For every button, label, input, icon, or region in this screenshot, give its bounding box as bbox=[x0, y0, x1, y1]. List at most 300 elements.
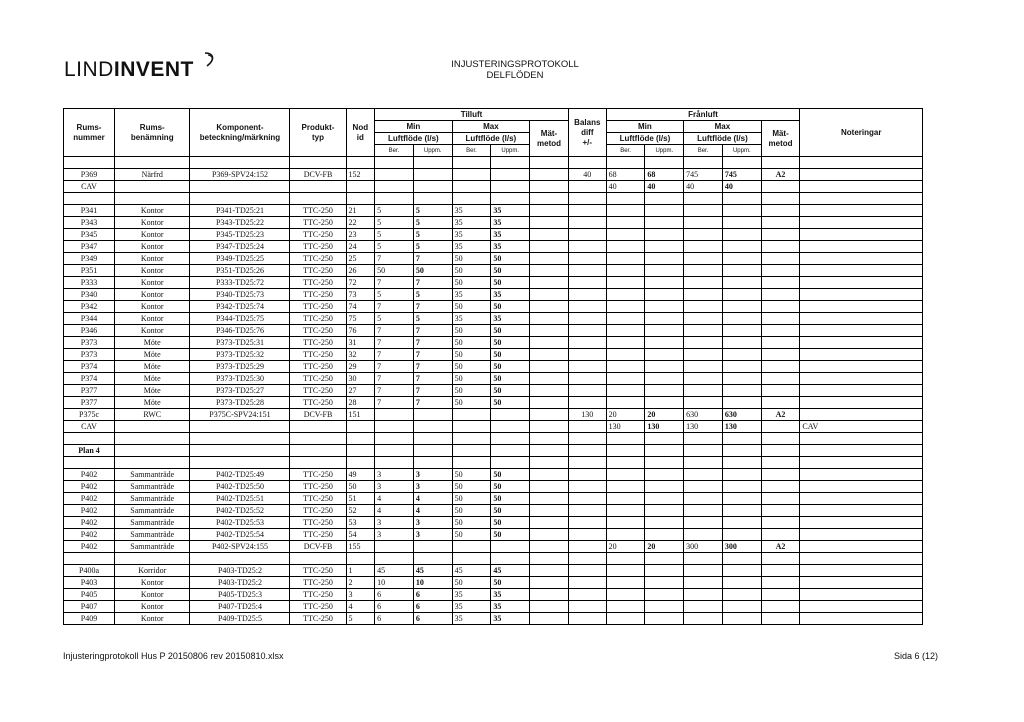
cell-tmaxu: 50 bbox=[491, 373, 530, 385]
cell-ben: Sammanträde bbox=[115, 541, 190, 553]
cell-komp: P369-SPV24:152 bbox=[190, 169, 290, 181]
cell-fmaxu: 745 bbox=[722, 169, 761, 181]
cell-nr: P377 bbox=[64, 385, 115, 397]
header-tilluft-matmetod: Mät- metod bbox=[530, 121, 569, 157]
cell-tmm bbox=[530, 289, 569, 301]
empty-cell bbox=[346, 433, 375, 445]
cell-fminu bbox=[645, 325, 684, 337]
cell-nr: P369 bbox=[64, 169, 115, 181]
cell-fmm bbox=[761, 373, 800, 385]
cell-tmaxu: 50 bbox=[491, 325, 530, 337]
document-title bbox=[420, 59, 610, 81]
cell-tminb: 7 bbox=[375, 397, 414, 409]
cell-fb bbox=[568, 601, 606, 613]
cell-nod: 29 bbox=[346, 361, 375, 373]
cell-tminu bbox=[413, 541, 452, 553]
cell-ben: Kontor bbox=[115, 241, 190, 253]
cell-fmm bbox=[761, 277, 800, 289]
cell-fmaxu bbox=[722, 565, 761, 577]
cell-fminu bbox=[645, 241, 684, 253]
cell-tmaxu: 35 bbox=[491, 217, 530, 229]
cell-tmaxb bbox=[452, 445, 491, 457]
cell-ben: Möte bbox=[115, 397, 190, 409]
cell-tmm bbox=[530, 337, 569, 349]
cell-fb bbox=[568, 529, 606, 541]
cell-nr: P377 bbox=[64, 397, 115, 409]
cell-tminb: 3 bbox=[375, 469, 414, 481]
cell-fmaxb bbox=[684, 373, 723, 385]
cell-tmm bbox=[530, 277, 569, 289]
empty-cell bbox=[491, 433, 530, 445]
cell-ben: Kontor bbox=[115, 205, 190, 217]
cell-fmm bbox=[761, 229, 800, 241]
cell-tmm bbox=[530, 385, 569, 397]
cell-fminu bbox=[645, 517, 684, 529]
cell-komp: P346-TD25:76 bbox=[190, 325, 290, 337]
cell-fminb bbox=[606, 217, 645, 229]
cell-tmm bbox=[530, 421, 569, 433]
table-row bbox=[64, 493, 923, 505]
cell-fminu bbox=[645, 397, 684, 409]
header-tilluft-max-flow: Luftflöde (l/s) bbox=[452, 133, 530, 145]
cell-note bbox=[800, 373, 923, 385]
cell-nr: P409 bbox=[64, 613, 115, 625]
logo-swoosh-icon bbox=[204, 51, 218, 69]
cell-fb bbox=[568, 565, 606, 577]
cell-tminu: 3 bbox=[413, 481, 452, 493]
table-row bbox=[64, 325, 923, 337]
cell-fminb bbox=[606, 589, 645, 601]
cell-typ: TTC-250 bbox=[290, 337, 346, 349]
empty-cell bbox=[491, 157, 530, 169]
cell-fb bbox=[568, 277, 606, 289]
cell-tmaxu: 35 bbox=[491, 589, 530, 601]
protocol-table bbox=[63, 108, 923, 625]
lindinvent-logo bbox=[64, 58, 194, 82]
footer-filename: Injusteringprotokoll Hus P 20150806 rev 20150810.xlsx bbox=[63, 651, 284, 661]
cell-typ: TTC-250 bbox=[290, 241, 346, 253]
cell-tmaxb: 50 bbox=[452, 301, 491, 313]
cell-tmaxu: 35 bbox=[491, 613, 530, 625]
table-row bbox=[64, 469, 923, 481]
cell-nr: P402 bbox=[64, 529, 115, 541]
cell-tmm bbox=[530, 241, 569, 253]
empty-cell bbox=[115, 457, 190, 469]
empty-cell bbox=[684, 433, 723, 445]
cell-nod: 152 bbox=[346, 169, 375, 181]
cell-fminb: 68 bbox=[606, 169, 645, 181]
cell-tminu bbox=[413, 421, 452, 433]
cell-fminu bbox=[645, 385, 684, 397]
cell-tmm bbox=[530, 505, 569, 517]
cell-fmaxu: 300 bbox=[722, 541, 761, 553]
cell-fmaxu bbox=[722, 217, 761, 229]
empty-cell bbox=[375, 553, 414, 565]
cell-komp: P341-TD25:21 bbox=[190, 205, 290, 217]
cell-fb bbox=[568, 505, 606, 517]
cell-tminu: 5 bbox=[413, 217, 452, 229]
cell-fmm bbox=[761, 205, 800, 217]
cell-fmaxb bbox=[684, 241, 723, 253]
cell-typ: TTC-250 bbox=[290, 313, 346, 325]
cell-tminu: 6 bbox=[413, 601, 452, 613]
cell-ben: Kontor bbox=[115, 253, 190, 265]
cell-fmaxb bbox=[684, 229, 723, 241]
cell-tmaxb: 50 bbox=[452, 529, 491, 541]
cell-tminb: 4 bbox=[375, 505, 414, 517]
cell-nr: P373 bbox=[64, 349, 115, 361]
table-row bbox=[64, 217, 923, 229]
cell-fmm bbox=[761, 325, 800, 337]
cell-fminu bbox=[645, 613, 684, 625]
cell-tminb bbox=[375, 169, 414, 181]
cell-typ: TTC-250 bbox=[290, 493, 346, 505]
empty-cell bbox=[800, 457, 923, 469]
cell-note bbox=[800, 205, 923, 217]
empty-cell bbox=[64, 157, 115, 169]
cell-komp bbox=[190, 445, 290, 457]
cell-typ: TTC-250 bbox=[290, 301, 346, 313]
table-row bbox=[64, 505, 923, 517]
empty-cell bbox=[645, 193, 684, 205]
cell-nod: 21 bbox=[346, 205, 375, 217]
cell-fminb bbox=[606, 613, 645, 625]
cell-note bbox=[800, 325, 923, 337]
empty-cell bbox=[115, 553, 190, 565]
cell-tminb: 50 bbox=[375, 265, 414, 277]
cell-fb bbox=[568, 445, 606, 457]
spacer-row bbox=[64, 193, 923, 205]
cell-tminb: 10 bbox=[375, 577, 414, 589]
cell-tmaxb bbox=[452, 169, 491, 181]
cell-typ: TTC-250 bbox=[290, 613, 346, 625]
cell-nr: P340 bbox=[64, 289, 115, 301]
empty-cell bbox=[413, 457, 452, 469]
cell-typ: DCV-FB bbox=[290, 169, 346, 181]
cell-fminu: 130 bbox=[645, 421, 684, 433]
cell-tmm bbox=[530, 577, 569, 589]
empty-cell bbox=[190, 553, 290, 565]
cell-tmm bbox=[530, 325, 569, 337]
cell-tmm bbox=[530, 349, 569, 361]
header-balans: Balans diff +/- bbox=[568, 109, 606, 157]
cell-tmaxu: 50 bbox=[491, 301, 530, 313]
cell-tminb bbox=[375, 445, 414, 457]
cell-tmaxu: 50 bbox=[491, 577, 530, 589]
cell-fmaxu bbox=[722, 361, 761, 373]
cell-fmm bbox=[761, 601, 800, 613]
title-line-1: INJUSTERINGSPROTOKOLL bbox=[451, 59, 579, 70]
cell-fmaxb bbox=[684, 313, 723, 325]
cell-komp: P375C-SPV24:151 bbox=[190, 409, 290, 421]
cell-fminu bbox=[645, 577, 684, 589]
cell-nr: P402 bbox=[64, 505, 115, 517]
header-nod-id: Nod id bbox=[346, 109, 375, 157]
cell-note: CAV bbox=[800, 421, 923, 433]
cell-fmaxu bbox=[722, 385, 761, 397]
cell-fb bbox=[568, 205, 606, 217]
empty-cell bbox=[491, 457, 530, 469]
cell-tmaxu: 50 bbox=[491, 385, 530, 397]
cell-fb bbox=[568, 613, 606, 625]
cell-tminu: 7 bbox=[413, 253, 452, 265]
cell-fb bbox=[568, 181, 606, 193]
cell-fmaxb bbox=[684, 577, 723, 589]
cell-ben: Kontor bbox=[115, 589, 190, 601]
cell-fminu bbox=[645, 265, 684, 277]
cell-ben: Möte bbox=[115, 373, 190, 385]
empty-cell bbox=[800, 157, 923, 169]
cell-fmm bbox=[761, 493, 800, 505]
cell-nod: 30 bbox=[346, 373, 375, 385]
header-ber: Ber. bbox=[606, 145, 645, 157]
cell-ben: Möte bbox=[115, 337, 190, 349]
cell-tmaxu: 50 bbox=[491, 397, 530, 409]
cell-tminu: 4 bbox=[413, 505, 452, 517]
cell-tminu: 7 bbox=[413, 301, 452, 313]
cell-fmaxu bbox=[722, 589, 761, 601]
cell-fminu bbox=[645, 289, 684, 301]
cell-fmm: A2 bbox=[761, 541, 800, 553]
table-row bbox=[64, 397, 923, 409]
cell-tminb: 7 bbox=[375, 361, 414, 373]
cell-tminb: 5 bbox=[375, 313, 414, 325]
cell-tminu: 7 bbox=[413, 397, 452, 409]
cell-tmm bbox=[530, 373, 569, 385]
cell-fb bbox=[568, 337, 606, 349]
cell-fminb: 40 bbox=[606, 181, 645, 193]
cell-note bbox=[800, 253, 923, 265]
cell-tminb: 7 bbox=[375, 337, 414, 349]
cell-tminb: 3 bbox=[375, 529, 414, 541]
cell-fmaxb bbox=[684, 469, 723, 481]
cell-fmaxb bbox=[684, 589, 723, 601]
cell-typ: TTC-250 bbox=[290, 529, 346, 541]
cell-fmaxb bbox=[684, 505, 723, 517]
cell-fminu bbox=[645, 493, 684, 505]
cell-nr: P403 bbox=[64, 577, 115, 589]
cell-fminu bbox=[645, 313, 684, 325]
cell-fminu: 68 bbox=[645, 169, 684, 181]
cell-fmaxu bbox=[722, 493, 761, 505]
cell-nr: P402 bbox=[64, 481, 115, 493]
cell-komp: P345-TD25:23 bbox=[190, 229, 290, 241]
cell-fminb bbox=[606, 337, 645, 349]
cell-fminb bbox=[606, 577, 645, 589]
cell-fminb bbox=[606, 505, 645, 517]
cell-fmaxu bbox=[722, 325, 761, 337]
cell-tminu: 6 bbox=[413, 613, 452, 625]
cell-nr: P346 bbox=[64, 325, 115, 337]
cell-typ: TTC-250 bbox=[290, 397, 346, 409]
cell-tmm bbox=[530, 589, 569, 601]
cell-fmm bbox=[761, 565, 800, 577]
cell-ben bbox=[115, 421, 190, 433]
cell-nod: 72 bbox=[346, 277, 375, 289]
header-ber: Ber. bbox=[684, 145, 723, 157]
empty-cell bbox=[413, 553, 452, 565]
cell-nr: P407 bbox=[64, 601, 115, 613]
cell-tmaxu: 50 bbox=[491, 253, 530, 265]
cell-fmaxb bbox=[684, 337, 723, 349]
cell-fminu: 20 bbox=[645, 541, 684, 553]
cell-komp: P373-TD25:31 bbox=[190, 337, 290, 349]
cell-fminu: 20 bbox=[645, 409, 684, 421]
cell-typ: TTC-250 bbox=[290, 469, 346, 481]
cell-typ bbox=[290, 445, 346, 457]
cell-fb bbox=[568, 265, 606, 277]
empty-cell bbox=[568, 553, 606, 565]
empty-cell bbox=[530, 553, 569, 565]
empty-cell bbox=[375, 193, 414, 205]
cell-tminu: 6 bbox=[413, 589, 452, 601]
empty-cell bbox=[413, 433, 452, 445]
section-row bbox=[64, 445, 923, 457]
cell-typ: TTC-250 bbox=[290, 289, 346, 301]
spacer-row bbox=[64, 433, 923, 445]
table-row bbox=[64, 361, 923, 373]
cell-fmaxu bbox=[722, 469, 761, 481]
cell-fmm bbox=[761, 577, 800, 589]
cell-fb bbox=[568, 349, 606, 361]
empty-cell bbox=[645, 433, 684, 445]
cell-komp: P402-TD25:53 bbox=[190, 517, 290, 529]
header-ber: Ber. bbox=[375, 145, 414, 157]
cell-tminb bbox=[375, 181, 414, 193]
cell-fmaxu: 130 bbox=[722, 421, 761, 433]
cell-nod: 25 bbox=[346, 253, 375, 265]
cell-nr: P402 bbox=[64, 493, 115, 505]
empty-cell bbox=[413, 193, 452, 205]
cell-fminb bbox=[606, 397, 645, 409]
cell-typ: TTC-250 bbox=[290, 205, 346, 217]
cell-fminb bbox=[606, 481, 645, 493]
cell-fminu bbox=[645, 589, 684, 601]
cell-fminb bbox=[606, 565, 645, 577]
cell-ben: Kontor bbox=[115, 301, 190, 313]
title-line-2: DELFLÖDEN bbox=[486, 70, 544, 81]
cell-ben: Kontor bbox=[115, 265, 190, 277]
cell-fmaxb: 745 bbox=[684, 169, 723, 181]
cell-tmaxb bbox=[452, 541, 491, 553]
cell-tminb: 3 bbox=[375, 517, 414, 529]
cell-fminb bbox=[606, 469, 645, 481]
header-tilluft-min: Min bbox=[375, 121, 453, 133]
header-uppm: Uppm. bbox=[491, 145, 530, 157]
cell-tminu: 7 bbox=[413, 349, 452, 361]
cell-nod: 24 bbox=[346, 241, 375, 253]
cell-nr: P349 bbox=[64, 253, 115, 265]
cell-tminu: 5 bbox=[413, 313, 452, 325]
cell-nod: 50 bbox=[346, 481, 375, 493]
cell-fmaxb bbox=[684, 493, 723, 505]
cell-note bbox=[800, 481, 923, 493]
cell-tminu: 7 bbox=[413, 337, 452, 349]
cell-tmm bbox=[530, 205, 569, 217]
cell-ben: Sammanträde bbox=[115, 469, 190, 481]
empty-cell bbox=[346, 193, 375, 205]
cell-ben: Korridor bbox=[115, 565, 190, 577]
cell-nod: 51 bbox=[346, 493, 375, 505]
cell-fminb bbox=[606, 313, 645, 325]
cell-komp: P351-TD25:26 bbox=[190, 265, 290, 277]
empty-cell bbox=[64, 553, 115, 565]
cell-komp: P373-TD25:29 bbox=[190, 361, 290, 373]
cell-tmaxb: 35 bbox=[452, 217, 491, 229]
header-tilluft-max: Max bbox=[452, 121, 530, 133]
cell-tminb: 5 bbox=[375, 217, 414, 229]
cell-tminb: 7 bbox=[375, 373, 414, 385]
cell-fmaxb: 630 bbox=[684, 409, 723, 421]
cell-fmaxb bbox=[684, 445, 723, 457]
cell-note bbox=[800, 265, 923, 277]
empty-cell bbox=[64, 193, 115, 205]
empty-cell bbox=[375, 457, 414, 469]
empty-cell bbox=[346, 553, 375, 565]
cell-fmm bbox=[761, 337, 800, 349]
empty-cell bbox=[606, 193, 645, 205]
empty-cell bbox=[761, 457, 800, 469]
cell-tminu bbox=[413, 445, 452, 457]
cell-fmm bbox=[761, 589, 800, 601]
cell-fb bbox=[568, 589, 606, 601]
header-uppm: Uppm. bbox=[645, 145, 684, 157]
cell-komp bbox=[190, 421, 290, 433]
cell-nod bbox=[346, 421, 375, 433]
cell-nod: 27 bbox=[346, 385, 375, 397]
cell-tminb: 7 bbox=[375, 349, 414, 361]
cell-tmaxu: 35 bbox=[491, 289, 530, 301]
cell-note bbox=[800, 493, 923, 505]
cell-typ: TTC-250 bbox=[290, 253, 346, 265]
cell-fmaxu bbox=[722, 277, 761, 289]
cell-tmaxu: 35 bbox=[491, 313, 530, 325]
empty-cell bbox=[606, 457, 645, 469]
cell-tminb: 6 bbox=[375, 613, 414, 625]
cell-tmm bbox=[530, 469, 569, 481]
cell-fmaxu bbox=[722, 505, 761, 517]
header-rums-benamning: Rums- benämning bbox=[115, 109, 190, 157]
cell-note bbox=[800, 529, 923, 541]
cell-nod: 3 bbox=[346, 589, 375, 601]
table-row bbox=[64, 385, 923, 397]
empty-cell bbox=[64, 457, 115, 469]
empty-cell bbox=[290, 553, 346, 565]
cell-fmaxu: 40 bbox=[722, 181, 761, 193]
header-ber: Ber. bbox=[452, 145, 491, 157]
cell-tminb: 7 bbox=[375, 385, 414, 397]
empty-cell bbox=[530, 157, 569, 169]
cell-fb bbox=[568, 217, 606, 229]
cell-ben: Kontor bbox=[115, 289, 190, 301]
cell-fminu bbox=[645, 277, 684, 289]
table-row bbox=[64, 565, 923, 577]
cell-tmm bbox=[530, 493, 569, 505]
empty-cell bbox=[568, 193, 606, 205]
cell-tminb: 7 bbox=[375, 325, 414, 337]
cell-fminb: 20 bbox=[606, 541, 645, 553]
cell-tmaxu: 50 bbox=[491, 349, 530, 361]
cell-tminu: 3 bbox=[413, 469, 452, 481]
cell-ben: RWC bbox=[115, 409, 190, 421]
cell-tminb: 4 bbox=[375, 493, 414, 505]
cell-fb bbox=[568, 469, 606, 481]
cell-fmaxb bbox=[684, 349, 723, 361]
cell-komp: P373-TD25:32 bbox=[190, 349, 290, 361]
cell-note bbox=[800, 361, 923, 373]
cell-nr: CAV bbox=[64, 421, 115, 433]
cell-fmaxb bbox=[684, 289, 723, 301]
